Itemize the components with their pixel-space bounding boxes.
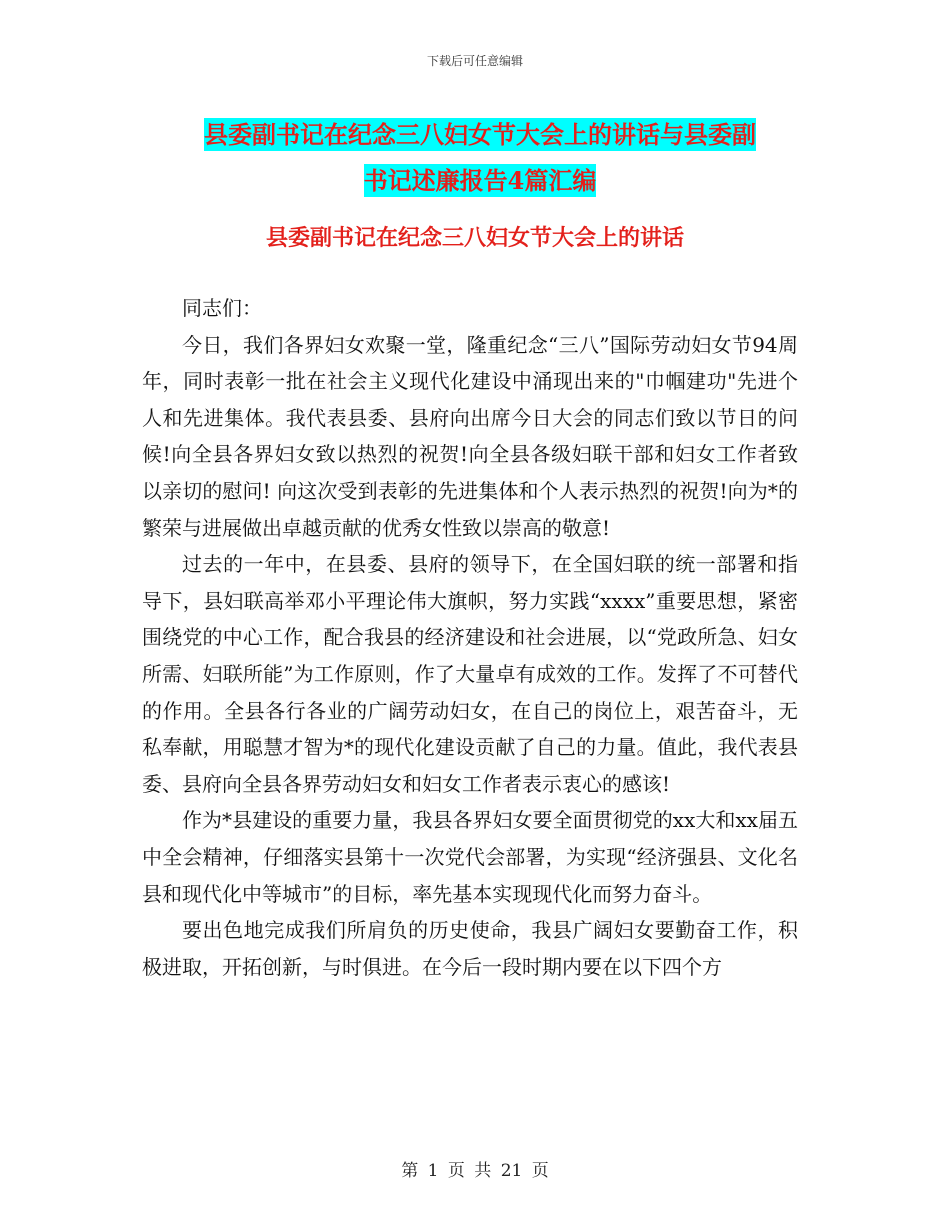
page-number-footer: 第 1 页 共 21 页 xyxy=(401,1161,549,1181)
main-title-line-1: 县委副书记在纪念三八妇女节大会上的讲话与县委副 xyxy=(204,120,756,149)
main-title-line-2: 书记述廉报告4篇汇编 xyxy=(363,166,597,195)
paragraph: 过去的一年中，在县委、县府的领导下，在全国妇联的统一部署和指导下，县妇联高举邓小平理论伟大旗帜，努力实践“xxxx”重要思想，紧密围绕党的中心工作，配合我县的经济建设和社会进展，以“党政所急、妇女所需、妇联所能”为工作原则，作了大量卓有成效的工作。发挥了不可替代的作用。全县各行各业的广阔劳动妇女，在自己的岗位上，艰苦奋斗，无私奉献，用聪慧才智为*的现代化建设贡献了自己的力量。值此，我代表县委、县府向全县各界劳动妇女和妇女工作者表示衷心的感该! xyxy=(142,552,798,796)
header-note: 下载后可任意编辑 xyxy=(426,54,523,68)
paragraph: 今日，我们各界妇女欢聚一堂，隆重纪念“三八”国际劳动妇女节94周年，同时表彰一批在社会主义现代化建设中涌现出来的"巾帼建功"先进个人和先进集体。我代表县委、县府向出席今日大会的同志们致以节日的问候!向全县各界妇女致以热烈的祝贺!向全县各级妇联干部和妇女工作者致以亲切的慰问! 向这次受到表彰的先进集体和个人表示热烈的祝贺!向为*的繁荣与进展做出卓越贡献的优秀女性致以崇高的敬意! xyxy=(142,332,798,540)
document-main-title xyxy=(140,112,820,204)
section-title: 县委副书记在纪念三八妇女节大会上的讲话 xyxy=(265,225,684,251)
paragraph: 要出色地完成我们所肩负的历史使命，我县广阔妇女要勤奋工作，积极进取，开拓创新，与时俱进。在今后一段时期内要在以下四个方 xyxy=(142,918,798,979)
paragraph: 作为*县建设的重要力量，我县各界妇女要全面贯彻党的xx大和xx届五中全会精神，仔细落实县第十一次党代会部署，为实现“经济强县、文化名县和现代化中等城市”的目标，率先基本实现现代化而努力奋斗。 xyxy=(142,808,798,906)
document-body xyxy=(142,290,798,985)
paragraph-salutation: 同志们： xyxy=(182,296,262,320)
